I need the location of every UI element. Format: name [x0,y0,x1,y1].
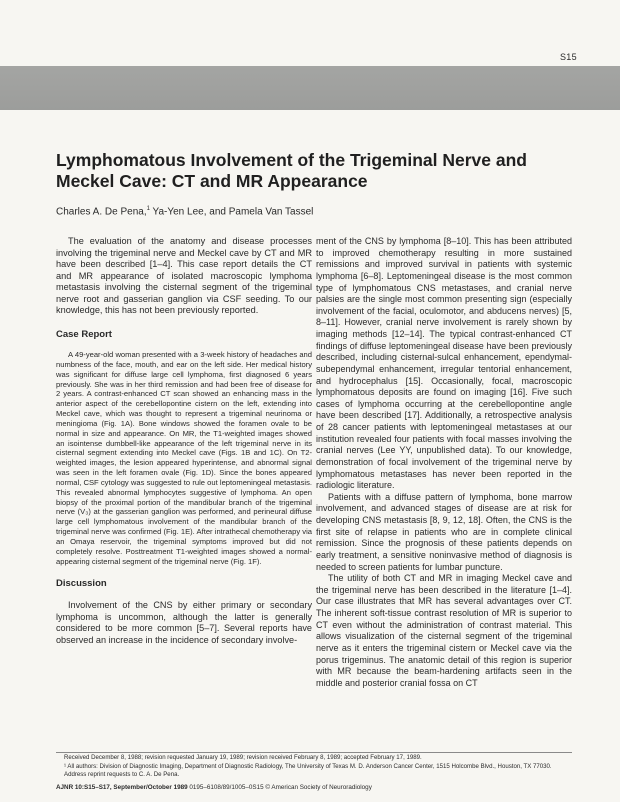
affiliation-note: ¹ All authors: Division of Diagnostic Imaging, Department of Diagnostic Radiology, The University of Texas M. D. Anderson Cancer Center, 1515 Holcombe Blvd., Houston, TX 77030. Address reprint requests to C. A. De Pena. [64,762,552,778]
header-band [0,66,620,110]
left-column [56,236,312,647]
intro-paragraph: The evaluation of the anatomy and disease processes involving the trigeminal nerve and Meckel cave by CT and MR have been described [1–4]. This case report details the CT and MR appearance of isolated macroscopic lymphoma metastasis involving the cisternal segment of the trigeminal nerve root and gasserian ganglion via CSF seeding. To our knowledge, this has not been previously reported. [56,236,312,315]
journal-copyright: 0195–6108/89/1005–0S15 © American Society of Neuroradiology [187,784,372,791]
discussion-paragraph: Involvement of the CNS by either primary or secondary lymphoma is uncommon, although the latter is generally considered to be more common [5–7]. Several reports have observed an increase in the incidence of secondary involve- [56,599,312,646]
discussion-heading: Discussion [56,578,107,590]
footnotes [56,754,572,780]
author-footnote-marker: 1 [146,206,150,212]
article-title: Lymphomatous Involvement of the Trigeminal Nerve and Meckel Cave: CT and MR Appearance [56,150,527,191]
case-report-heading: Case Report [56,328,112,340]
received-note: Received December 8, 1988; revision requested January 19, 1989; revision received February 8, 1989; accepted February 17, 1989. [64,754,422,761]
right-paragraph-1: ment of the CNS by lymphoma [8–10]. This has been attributed to improved chemotherapy resulting in more sustained remissions and improved survival in patients with systemic lymphoma [6–8]. Leptomeningeal disease is the most common type of lymphomatous CNS metastases, and cranial nerve palsies are the single most common presenting sign (especially involvement of the facial, oculomotor, and abducens nerves) [5, 8–11]. However, cranial nerve involvement is rarely shown by imaging methods [12–14]. The typical contrast-enhanced CT findings of diffuse leptomeningeal disease have been previously described, including cisternal-sulcal enhancement, ependymal-subependymal enhancement, irregular tentorial enhancement, and hydrocephalus [15]. Occasionally, focal, macroscopic lymphomatous deposits are found on imaging [16]. Five such cases of lymphoma occurring at the cerebellopontine angle have been described [17]. Additionally, a retrospective analysis of 28 cancer patients with leptomeningeal metastases at our institution revealed four patients with focal masses involving the cranial nerves (Lee YY, unpublished data). To our knowledge, demonstration of focal involvement of the trigeminal nerve by lymphomatous metastases has never been reported in the radiologic literature. [316,236,572,491]
author-first: Charles A. De Pena, [56,206,147,218]
right-paragraph-3: The utility of both CT and MR in imaging Meckel cave and the trigeminal nerve has been described in the literature [1–4]. Our case illustrates that MR has several advantages over CT. The inherent soft-tissue contrast resolution of MR is superior to CT even without the administration of contrast material. This allows visualization of the cisternal segment of the trigeminal nerve as it enters the trigeminal cistern or Meckel cave via the porus trigeminus. The anatomic detail of this region is superior with MR because the beam-hardening artifacts seen in the middle and posterior cranial fossa on CT [316,573,572,688]
footnote-divider [56,752,572,753]
author-list [56,206,313,217]
journal-reference: AJNR 10:S15–S17, September/October 1989 [56,784,188,791]
right-paragraph-2: Patients with a diffuse pattern of lymphoma, bone marrow involvement, and advanced stages of disease are at risk for developing CNS metastasis [8, 9, 12, 18]. Often, the CNS is the first site of relapse in patients who are in complete clinical remission. Since the prognosis of these patients depends on early treatment, a sensitive noninvasive method of diagnosis is needed to screen patients for lumbar puncture. [316,491,572,572]
journal-citation [56,784,576,791]
author-rest: Ya-Yen Lee, and Pamela Van Tassel [149,206,314,218]
right-column [316,236,572,689]
page-number: S15 [560,52,577,62]
case-report-paragraph: A 49-year-old woman presented with a 3-week history of headaches and numbness of the face, mouth, and ear on the left side. Her medical history was significant for diffuse large cell lymphoma, first diagnosed 6 years previously. She was in her third remission and had been free of disease for 2 years. A contrast-enhanced CT scan showed an enhancing mass in the anterior aspect of the cerebellopontine cistern on the left, extending into Meckel cave, which was thought to represent a trigeminal neurinoma or meningioma (Fig. 1A). Bone windows showed the foramen ovale to be normal in size and appearance. On MR, the T1-weighted images showed an isointense dumbbell-like appearance of the left trigeminal nerve in its cisternal segment extending into Meckel cave (Figs. 1B and 1C). On T2-weighted images, the lesion appeared hyperintense, and abnormal signal was seen in the left foramen ovale (Fig. 1D). Since the bones appeared normal, CSF cytology was suggested to rule out leptomeningeal metastasis. This revealed abnormal lymphocytes suggestive of lymphoma. An open biopsy of the proximal portion of the mandibular branch of the trigeminal nerve (V₃) at the gasserian ganglion was performed, and perineural diffuse large cell lymphomatous involvement of the mandibular branch of the trigeminal nerve was confirmed (Fig. 1E). After intrathecal chemotherapy via an Omaya reservoir, the trigeminal symptoms improved but did not completely resolve. Posttreatment T1-weighted images showed a normal-appearing cisternal segment of the trigeminal nerve (Fig. 1F). [56,350,312,566]
